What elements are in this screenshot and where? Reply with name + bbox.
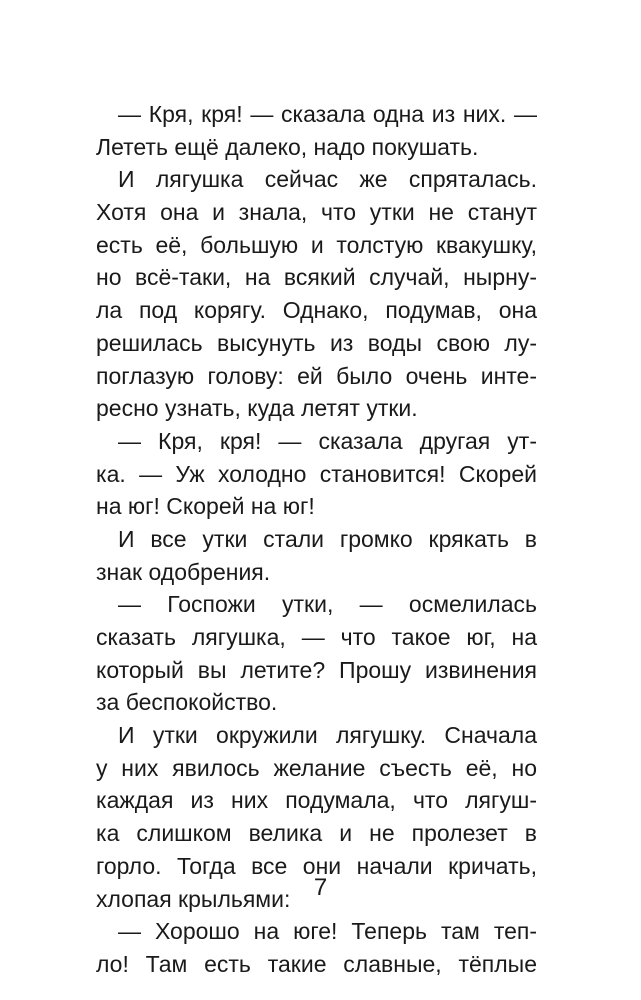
text-line: ка слишком велика и не пролезет в <box>96 820 537 847</box>
text-line: горло. Тогда все они начали кричать, <box>96 852 537 879</box>
text-line: решилась высунуть из воды свою лу- <box>96 329 537 356</box>
text-line: у них явилось желание съесть её, но <box>96 754 537 781</box>
text-line: И утки окружили лягушку. Сначала <box>118 722 537 749</box>
text-line: хлопая крыльями: <box>96 885 291 912</box>
body-text <box>96 98 537 981</box>
text-line: — Хорошо на юге! Теперь там теп- <box>118 918 537 945</box>
page-number: 7 <box>313 874 328 901</box>
text-line: — Госпожи утки, — осмелилась <box>118 591 537 618</box>
text-line: но всё-таки, на всякий случай, нырну- <box>96 264 537 291</box>
text-line: — Кря, кря! — сказала одна из них. — <box>118 101 537 127</box>
text-line: И лягушка сейчас же спряталась. <box>118 166 537 193</box>
text-line: ресно узнать, куда летят утки. <box>96 395 418 422</box>
text-line: ло! Там есть такие славные, тёплые <box>96 950 537 977</box>
text-line: сказать лягушка, — что такое юг, на <box>96 624 537 650</box>
text-line: знак одобрения. <box>96 558 271 585</box>
text-line: который вы летите? Прошу извинения <box>96 656 537 683</box>
text-line: есть её, большую и толстую квакушку, <box>96 231 537 258</box>
text-line: на юг! Скорей на юг! <box>96 493 315 520</box>
text-line: Хотя она и знала, что утки не станут <box>96 199 537 226</box>
text-line: И все утки стали громко крякать в <box>118 525 537 552</box>
text-line: — Кря, кря! — сказала другая ут- <box>118 427 537 454</box>
text-line: поглазую голову: ей было очень инте- <box>96 362 537 389</box>
text-line: ка. — Уж холодно становится! Скорей <box>96 460 537 487</box>
text-line: ла под корягу. Однако, подумав, она <box>96 297 537 324</box>
text-line: каждая из них подумала, что лягуш- <box>96 787 537 814</box>
text-line: Лететь ещё далеко, надо покушать. <box>96 133 479 160</box>
text-line: за беспокойство. <box>96 689 278 716</box>
